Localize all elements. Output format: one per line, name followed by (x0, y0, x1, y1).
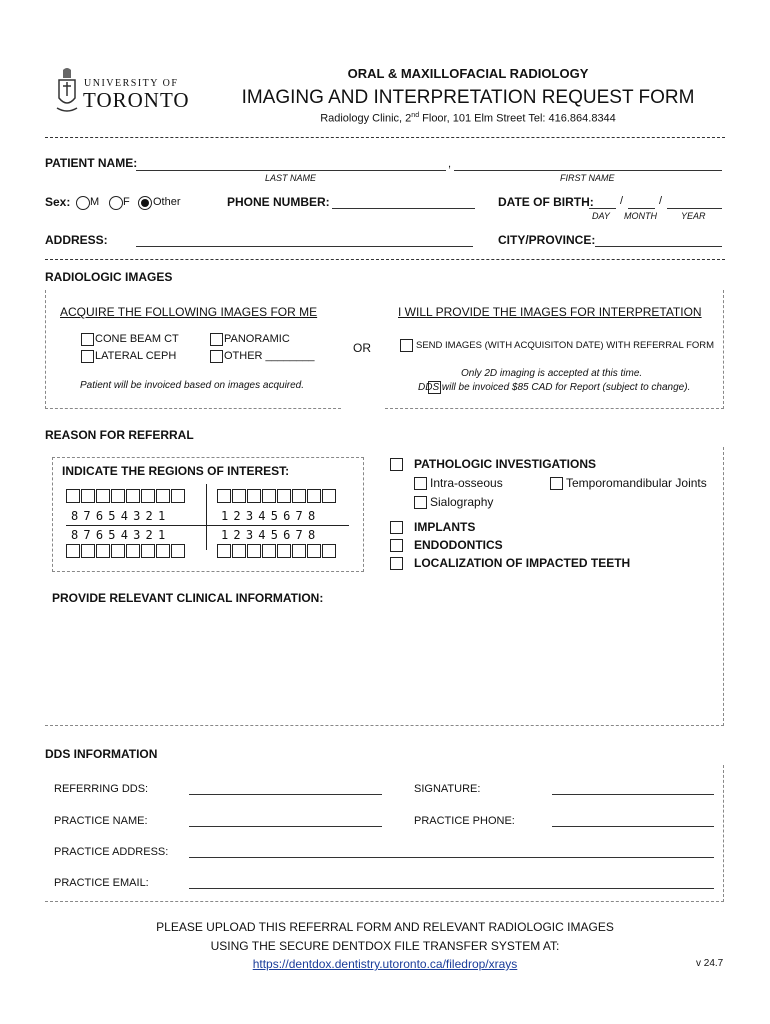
tmj-checkbox[interactable] (550, 477, 563, 490)
dob-day-field[interactable] (589, 208, 616, 209)
pathologic-label: PATHOLOGIC INVESTIGATIONS (414, 457, 597, 471)
endodontics-checkbox[interactable] (390, 539, 403, 552)
send-images-checkbox[interactable] (400, 339, 413, 352)
practice-name-field[interactable] (189, 826, 382, 827)
clinic-address: Radiology Clinic, 2nd Floor, 101 Elm Street Tel: 416.864.8344 (320, 112, 616, 125)
tmj-label: Temporomandibular Joints (566, 476, 707, 490)
city-field[interactable] (595, 246, 722, 247)
last-name-field[interactable] (136, 170, 446, 171)
upper-right-numbers: 12345678 (221, 509, 321, 523)
sialography-label: Sialography (430, 495, 494, 509)
patient-name-label: PATIENT NAME: (45, 156, 138, 170)
address-label: ADDRESS: (45, 233, 108, 247)
implants-checkbox[interactable] (390, 521, 403, 534)
phone-field[interactable] (332, 208, 475, 209)
intra-osseous-label: Intra-osseous (430, 476, 503, 490)
other-label: OTHER ________ (224, 350, 315, 362)
send-images-label: SEND IMAGES (WITH ACQUISITON DATE) WITH REFERRAL FORM (416, 340, 715, 351)
signature-label: SIGNATURE: (414, 783, 481, 795)
cone-beam-label: CONE BEAM CT (95, 333, 179, 345)
localization-checkbox[interactable] (390, 557, 403, 570)
dds-title: DDS INFORMATION (45, 747, 158, 761)
dob-year-field[interactable] (667, 208, 722, 209)
other-checkbox[interactable] (210, 350, 223, 363)
year-caption: YEAR (681, 211, 706, 221)
or-text: OR (353, 341, 371, 355)
invoice-note: Patient will be invoiced based on images acquired. (80, 380, 305, 391)
reason-title: REASON FOR REFERRAL (45, 428, 194, 442)
provide-title: I WILL PROVIDE THE IMAGES FOR INTERPRETATION (398, 305, 702, 319)
panoramic-checkbox[interactable] (210, 333, 223, 346)
department-title: ORAL & MAXILLOFACIAL RADIOLOGY (347, 66, 589, 81)
sex-m-radio[interactable] (76, 196, 90, 210)
phone-label: PHONE NUMBER: (227, 195, 330, 209)
practice-phone-field[interactable] (552, 826, 714, 827)
sex-f-radio[interactable] (109, 196, 123, 210)
university-of-text: UNIVERSITY OF (84, 78, 179, 89)
last-name-caption: LAST NAME (265, 173, 317, 183)
version-label: v 24.7 (696, 958, 724, 969)
address-field[interactable] (136, 246, 473, 247)
day-caption: DAY (592, 211, 610, 221)
name-comma: , (448, 158, 452, 170)
practice-address-field[interactable] (189, 857, 714, 858)
divider (45, 137, 725, 138)
sex-f-label: F (123, 196, 130, 208)
lower-right-numbers: 12345678 (221, 528, 321, 542)
implants-label: IMPLANTS (414, 520, 476, 534)
lateral-ceph-checkbox[interactable] (81, 350, 94, 363)
sex-other-radio[interactable] (138, 196, 152, 210)
dob-month-field[interactable] (628, 208, 655, 209)
regions-title: INDICATE THE REGIONS OF INTEREST: (62, 464, 290, 478)
sialography-checkbox[interactable] (414, 496, 427, 509)
endodontics-label: ENDODONTICS (414, 538, 503, 552)
selected-dot (141, 199, 149, 207)
intra-osseous-checkbox[interactable] (414, 477, 427, 490)
clinical-info-label: PROVIDE RELEVANT CLINICAL INFORMATION: (52, 591, 324, 605)
lateral-ceph-label: LATERAL CEPH (95, 350, 177, 362)
localization-label: LOCALIZATION OF IMPACTED TEETH (414, 556, 631, 570)
signature-field[interactable] (552, 794, 714, 795)
practice-email-label: PRACTICE EMAIL: (54, 877, 149, 889)
dob-slash-2: / (659, 195, 663, 207)
toronto-text: TORONTO (83, 88, 190, 112)
city-label: CITY/PROVINCE: (498, 233, 596, 247)
sex-m-label: M (90, 196, 100, 208)
only-2d-note: Only 2D imaging is accepted at this time. (461, 368, 643, 379)
dentdox-link[interactable]: https://dentdox.dentistry.utoronto.ca/filedrop/xrays (252, 957, 518, 971)
dob-label: DATE OF BIRTH: (498, 195, 594, 209)
month-caption: MONTH (624, 211, 657, 221)
radiologic-images-title: RADIOLOGIC IMAGES (45, 270, 173, 284)
practice-address-label: PRACTICE ADDRESS: (54, 846, 169, 858)
first-name-caption: FIRST NAME (560, 173, 615, 183)
practice-phone-label: PRACTICE PHONE: (414, 815, 515, 827)
panoramic-label: PANORAMIC (224, 333, 290, 345)
upper-left-numbers: 87654321 (71, 509, 171, 523)
clinical-info-textarea[interactable] (52, 612, 712, 717)
first-name-field[interactable] (454, 170, 722, 171)
divider (45, 259, 725, 260)
sex-other-label: Other (153, 196, 181, 208)
dds-invoice-note: DDS will be invoiced $85 CAD for Report (subject to change). (418, 382, 691, 393)
pathologic-checkbox[interactable] (390, 458, 403, 471)
lower-left-numbers: 87654321 (71, 528, 171, 542)
acquire-title: ACQUIRE THE FOLLOWING IMAGES FOR ME (60, 305, 318, 319)
cone-beam-checkbox[interactable] (81, 333, 94, 346)
practice-email-field[interactable] (189, 888, 714, 889)
dob-slash-1: / (620, 195, 624, 207)
footer-link-wrap (0, 957, 770, 971)
footer-line-1: PLEASE UPLOAD THIS REFERRAL FORM AND RELEVANT RADIOLOGIC IMAGES (156, 920, 614, 934)
footer-line-2: USING THE SECURE DENTDOX FILE TRANSFER SYSTEM AT: (210, 939, 560, 953)
practice-name-label: PRACTICE NAME: (54, 815, 148, 827)
sex-label: Sex: (45, 195, 71, 209)
form-title: IMAGING AND INTERPRETATION REQUEST FORM (241, 87, 695, 108)
referring-dds-label: REFERRING DDS: (54, 783, 149, 795)
referring-dds-field[interactable] (189, 794, 382, 795)
